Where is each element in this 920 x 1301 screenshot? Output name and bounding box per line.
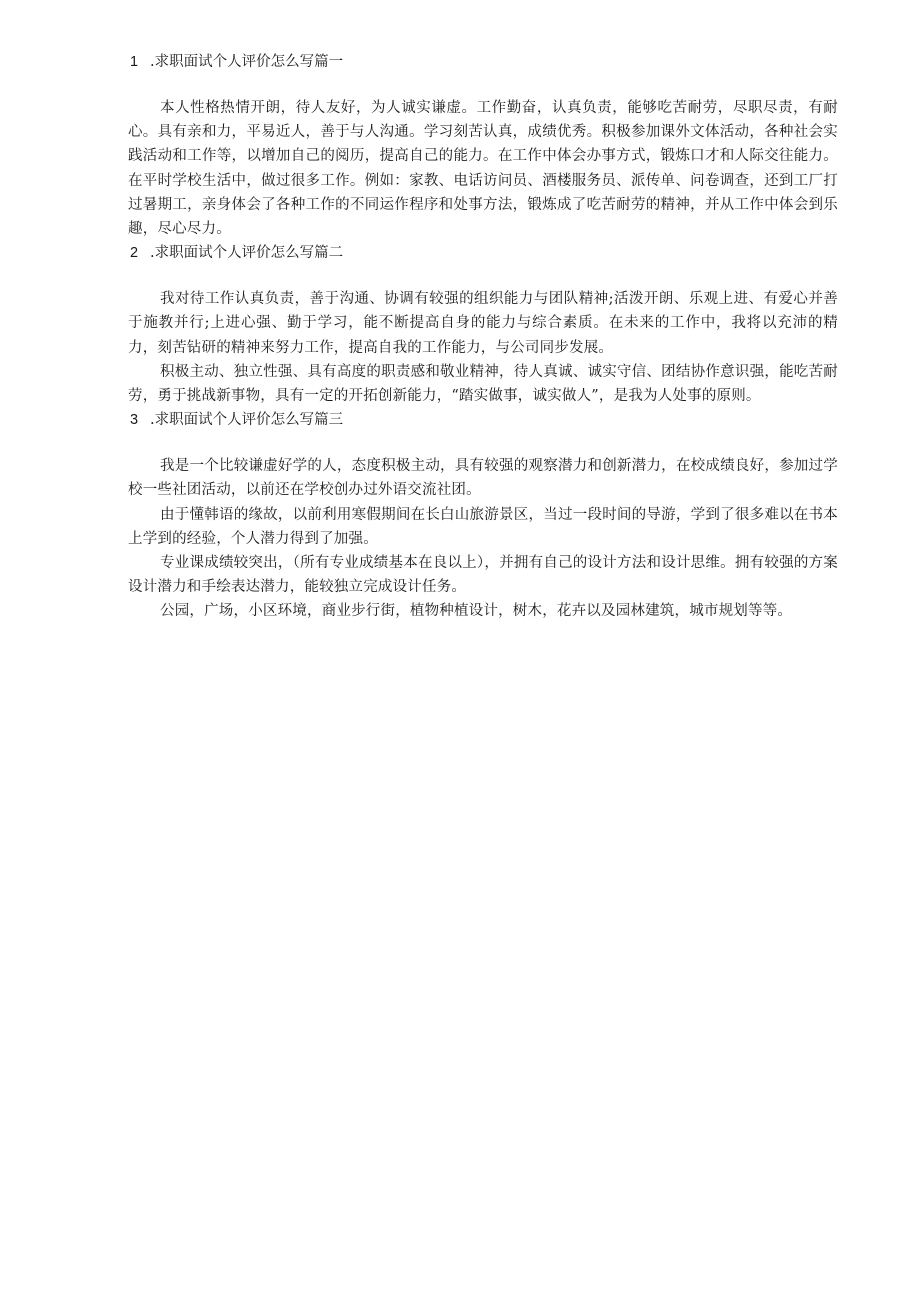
section-number: 3 <box>130 412 139 429</box>
section-2 <box>128 241 838 408</box>
section-title: .求职面试个人评价怎么写篇三 <box>150 412 344 429</box>
paragraph: 由于懂韩语的缘故，以前利用寒假期间在长白山旅游景区，当过一段时间的导游，学到了很多难以在书本上学到的经验，个人潜力得到了加强。 <box>128 506 838 547</box>
paragraph: 我对待工作认真负责，善于沟通、协调有较强的组织能力与团队精神;活泼开朗、乐观上进、有爱心并善于施教并行;上进心强、勤于学习，能不断提高自身的能力与综合素质。在未来的工作中，我将以充沛的精力，刻苦钻研的精神来努力工作，提高自我的工作能力，与公司同步发展。 <box>128 291 838 356</box>
section-number: 2 <box>130 245 139 262</box>
section-heading <box>130 241 838 265</box>
section-number: 1 <box>130 54 139 70</box>
section-title: .求职面试个人评价怎么写篇一 <box>150 54 344 70</box>
paragraph: 公园，广场，小区环境，商业步行街，植物种植设计，树木，花卉以及园林建筑，城市规划等等。 <box>160 603 793 620</box>
section-title: .求职面试个人评价怎么写篇二 <box>150 245 344 262</box>
paragraph: 专业课成绩较突出，（所有专业成绩基本在良以上），并拥有自己的设计方法和设计思维。拥有较强的方案设计潜力和手绘表达潜力，能较独立完成设计任务。 <box>128 555 838 596</box>
section-heading <box>130 50 838 74</box>
paragraph: 本人性格热情开朗，待人友好，为人诚实谦虚。工作勤奋，认真负责，能够吃苦耐劳，尽职尽责，有耐心。具有亲和力，平易近人，善于与人沟通。学习刻苦认真，成绩优秀。积极参加课外文体活动，各种社会实践活动和工作等，以增加自己的阅历，提高自己的能力。在工作中体会办事方式，锻炼口才和人际交往能力。在平时学校生活中，做过很多工作。例如：家教、电话访问员、酒楼服务员、派传单、问卷调查，还到工厂打过暑期工，亲身体会了各种工作的不同运作程序和处事方法，锻炼成了吃苦耐劳的精神，并从工作中体会到乐趣，尽心尽力。 <box>128 100 838 238</box>
section-1 <box>128 50 838 241</box>
section-heading <box>130 408 838 432</box>
paragraph: 积极主动、独立性强、具有高度的职责感和敬业精神，待人真诚、诚实守信、团结协作意识强，能吃苦耐劳，勇于挑战新事物，具有一定的开拓创新能力，“踏实做事，诚实做人”，是我为人处事的原则。 <box>128 363 838 405</box>
section-3 <box>128 408 838 623</box>
paragraph: 我是一个比较谦虚好学的人，态度积极主动，具有较强的观察潜力和创新潜力，在校成绩良好，参加过学校一些社团活动，以前还在学校创办过外语交流社团。 <box>128 458 838 499</box>
document-page <box>128 50 838 624</box>
